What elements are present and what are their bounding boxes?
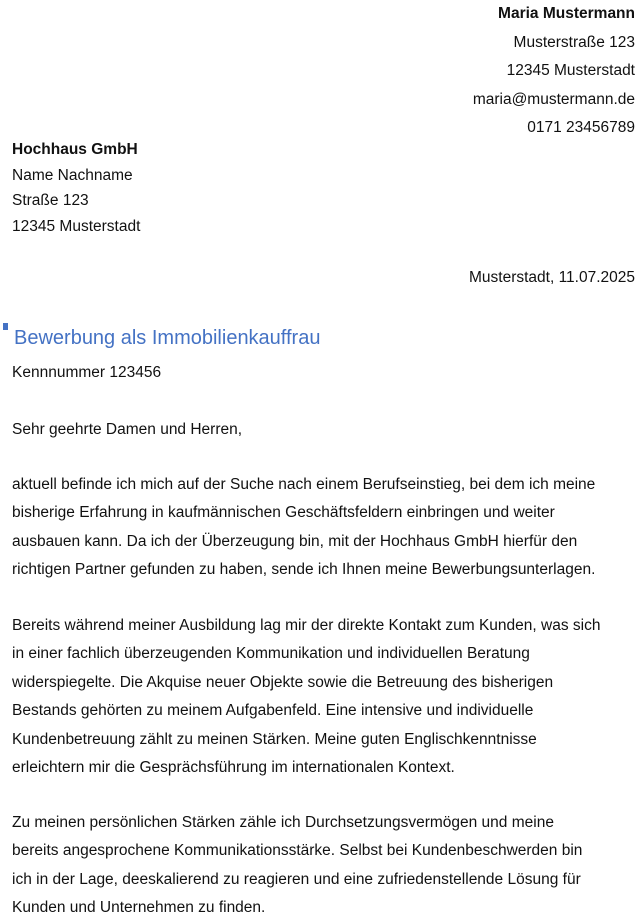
reference-number: Kennnummer 123456	[12, 364, 162, 381]
recipient-address-block	[12, 137, 140, 239]
paragraph-line: Bereits während meiner Ausbildung lag mir der direkte Kontakt zum Kunden, was sich	[12, 617, 601, 634]
paragraph-line: bereits angesprochene Kommunikationsstärke. Selbst bei Kundenbeschwerden bin	[12, 842, 583, 860]
body-paragraph-2	[12, 612, 600, 782]
paragraph-line: ich in der Lage, deeskalierend zu reagieren und eine zufriedenstellende Lösung für	[12, 870, 581, 888]
paragraph-line: aktuell befinde ich mich auf der Suche nach einem Berufseinstieg, bei dem ich meine	[12, 476, 596, 493]
paragraph-line: erleichtern mir die Gesprächsführung im internationalen Kontext.	[12, 759, 455, 777]
paragraph-line: Bestands gehörten zu meinem Aufgabenfeld. Eine intensive und individuelle	[12, 702, 534, 720]
sender-address-block	[473, 0, 635, 143]
heading-marker	[3, 323, 8, 330]
recipient-company: Hochhaus GmbH	[12, 141, 138, 158]
recipient-city: 12345 Musterstadt	[12, 217, 141, 235]
body-paragraph-1	[12, 471, 595, 585]
letter-date: Musterstadt, 11.07.2025	[468, 269, 635, 286]
recipient-street: Straße 123	[12, 192, 89, 209]
body-paragraph-3	[12, 809, 582, 923]
sender-phone: 0171 23456789	[527, 119, 635, 136]
paragraph-line: richtigen Partner gefunden zu haben, sende ich Ihnen meine Bewerbungsunterlagen.	[12, 561, 596, 579]
sender-email: maria@mustermann.de	[472, 90, 635, 108]
paragraph-line: Kunden und Unternehmen zu finden.	[12, 899, 266, 917]
paragraph-line: Kundenbetreuung zählt zu meinen Stärken. Meine guten Englischkenntnisse	[12, 730, 537, 748]
paragraph-line: Zu meinen persönlichen Stärken zähle ich Durchsetzungsvermögen und meine	[12, 814, 554, 831]
letter-subject: Bewerbung als Immobilienkauffrau	[14, 327, 321, 349]
sender-name: Maria Mustermann	[498, 5, 635, 22]
paragraph-line: widerspiegelte. Die Akquise neuer Objekte sowie die Betreuung des bisherigen	[12, 673, 554, 691]
paragraph-line: bisherige Erfahrung in kaufmännischen Geschäftsfeldern einbringen und weiter	[12, 504, 555, 522]
paragraph-line: in einer fachlich überzeugenden Kommunikation und individuellen Beratung	[12, 645, 530, 663]
sender-street: Musterstraße 123	[513, 33, 635, 51]
paragraph-line: ausbauen kann. Da ich der Überzeugung bin, mit der Hochhaus GmbH hierfür den	[12, 532, 578, 550]
recipient-person: Name Nachname	[12, 166, 133, 184]
salutation: Sehr geehrte Damen und Herren,	[12, 421, 243, 438]
sender-city: 12345 Musterstadt	[506, 62, 635, 79]
